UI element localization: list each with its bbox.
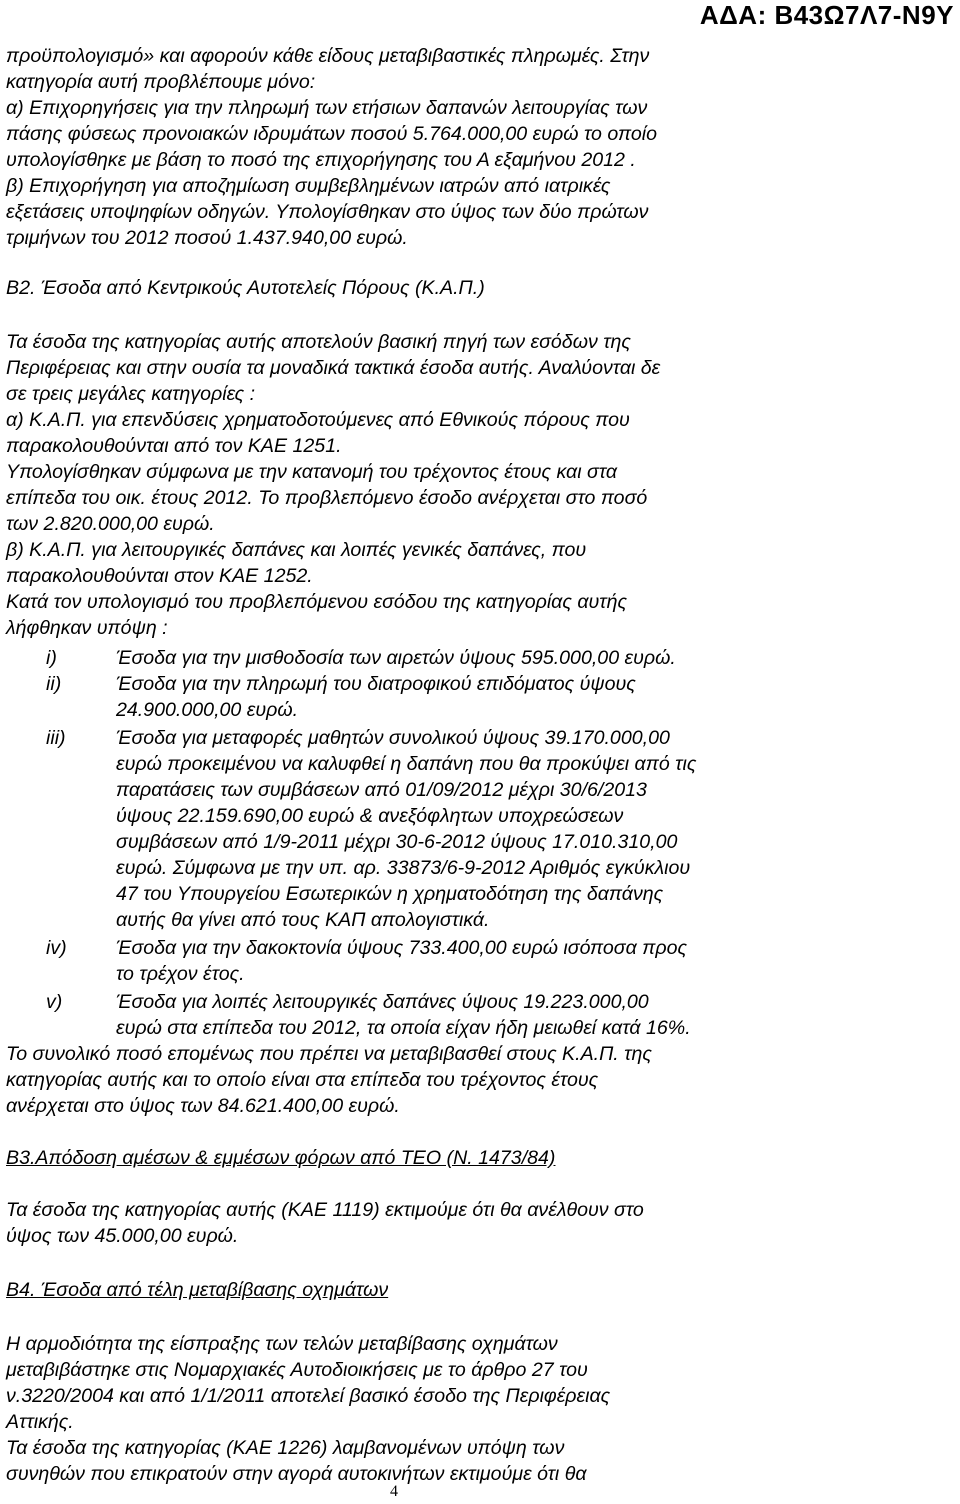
paragraph-line: Τα έσοδα της κατηγορίας αυτής αποτελούν βασική πηγή των εσόδων της <box>6 331 631 353</box>
paragraph-line: Το συνολικό ποσό επομένως που πρέπει να μεταβιβασθεί στους Κ.Α.Π. της <box>6 1043 652 1065</box>
list-item-line: ευρώ. Σύμφωνα με την υπ. αρ. 33873/6-9-2012 Αριθμός εγκύκλιου <box>116 857 691 879</box>
paragraph-line: σε τρεις μεγάλες κατηγορίες : <box>6 383 256 405</box>
list-number: iv) <box>46 937 67 959</box>
intro-line: προϋπολογισμό» και αφορούν κάθε είδους μεταβιβαστικές πληρωμές. Στην <box>6 45 650 67</box>
list-number: iii) <box>46 727 66 749</box>
paragraph-line: Κατά τον υπολογισμό του προβλεπόμενου εσόδου της κατηγορίας αυτής <box>6 591 628 613</box>
intro-line: β) Επιχορήγηση για αποζημίωση συμβεβλημένων ιατρών από ιατρικές <box>6 175 611 197</box>
list-item-line: ύψους 22.159.690,00 ευρώ & ανεξόφλητων υποχρεώσεων <box>116 805 624 827</box>
list-number: ii) <box>46 673 62 695</box>
intro-line: κατηγορία αυτή προβλέπουμε μόνο: <box>6 71 316 93</box>
list-item-line: Έσοδα για λοιπές λειτουργικές δαπάνες ύψους 19.223.000,00 <box>116 991 649 1013</box>
page-number: 4 <box>390 1483 398 1500</box>
paragraph-line: ύψος των 45.000,00 ευρώ. <box>6 1225 239 1247</box>
list-item-line: παρατάσεις των συμβάσεων από 01/09/2012 μέχρι 30/6/2013 <box>116 779 647 801</box>
paragraph-line: ανέρχεται στο ύψος των 84.621.400,00 ευρώ. <box>6 1095 400 1117</box>
list-item-line: το τρέχον έτος. <box>116 963 245 985</box>
paragraph-line: παρακολουθούνται από τον ΚΑΕ 1251. <box>6 435 342 457</box>
paragraph-line: επίπεδα του οικ. έτους 2012. Το προβλεπόμενο έσοδο ανέρχεται στο ποσό <box>6 487 648 509</box>
paragraph-line: λήφθηκαν υπόψη : <box>6 617 168 639</box>
list-item-line: Έσοδα για την μισθοδοσία των αιρετών ύψους 595.000,00 ευρώ. <box>116 647 676 669</box>
paragraph-line: Τα έσοδα της κατηγορίας αυτής (ΚΑΕ 1119) εκτιμούμε ότι θα ανέλθουν στο <box>6 1199 644 1221</box>
paragraph-line: α) Κ.Α.Π. για επενδύσεις χρηματοδοτούμενες από Εθνικούς πόρους που <box>6 409 630 431</box>
intro-line: πάσης φύσεως προνοιακών ιδρυμάτων ποσού 5.764.000,00 ευρώ το οποίο <box>6 123 657 145</box>
paragraph-line: Περιφέρειας και στην ουσία τα μοναδικά τακτικά έσοδα αυτής. Αναλύονται δε <box>6 357 661 379</box>
intro-line: υπολογίσθηκε με βάση το ποσό της επιχορήγησης του Α εξαμήνου 2012 . <box>6 149 636 171</box>
paragraph-line: κατηγορίας αυτής και το οποίο είναι στα επίπεδα του τρέχοντος έτους <box>6 1069 599 1091</box>
list-item-line: Έσοδα για μεταφορές μαθητών συνολικού ύψους 39.170.000,00 <box>116 727 670 749</box>
section-heading-b4: Β4. Έσοδα από τέλη μεταβίβασης οχημάτων <box>6 1279 389 1301</box>
ada-code: ΑΔΑ: Β43Ω7Λ7-Ν9Υ <box>699 0 954 30</box>
paragraph-line: β) Κ.Α.Π. για λειτουργικές δαπάνες και λοιπές γενικές δαπάνες, που <box>6 539 587 561</box>
paragraph-line: των 2.820.000,00 ευρώ. <box>6 513 215 535</box>
list-number: v) <box>46 991 63 1013</box>
paragraph-line: παρακολουθούνται στον ΚΑΕ 1252. <box>6 565 313 587</box>
paragraph-line: Υπολογίσθηκαν σύμφωνα με την κατανομή του τρέχοντος έτους και στα <box>6 461 618 483</box>
intro-line: τριμήνων του 2012 ποσού 1.437.940,00 ευρώ. <box>6 227 408 249</box>
list-item-line: 24.900.000,00 ευρώ. <box>116 699 299 721</box>
intro-line: εξετάσεις υποψηφίων οδηγών. Υπολογίσθηκαν στο ύψος των δύο πρώτων <box>6 201 649 223</box>
list-item-line: 47 του Υπουργείου Εσωτερικών η χρηματοδότηση της δαπάνης <box>116 883 664 905</box>
list-item-line: ευρώ στα επίπεδα του 2012, τα οποία είχαν ήδη μειωθεί κατά 16%. <box>116 1017 691 1039</box>
paragraph-line: ν.3220/2004 και από 1/1/2011 αποτελεί βασικό έσοδο της Περιφέρειας <box>6 1385 611 1407</box>
list-item-line: Έσοδα για την δακοκτονία ύψους 733.400,00 ευρώ ισόποσα προς <box>116 937 687 959</box>
list-item-line: Έσοδα για την πληρωμή του διατροφικού επιδόματος ύψους <box>116 673 636 695</box>
intro-line: α) Επιχορηγήσεις για την πληρωμή των ετήσιων δαπανών λειτουργίας των <box>6 97 648 119</box>
list-item-line: ευρώ προκειμένου να καλυφθεί η δαπάνη που θα προκύψει από τις <box>116 753 697 775</box>
paragraph-line: συνηθών που επικρατούν στην αγορά αυτοκινήτων εκτιμούμε ότι θα <box>6 1463 587 1485</box>
paragraph-line: μεταβιβάστηκε στις Νομαρχιακές Αυτοδιοικήσεις με το άρθρο 27 του <box>6 1359 588 1381</box>
section-heading-b3: Β3.Απόδοση αμέσων & εμμέσων φόρων από ΤΕΟ (Ν. 1473/84) <box>6 1147 556 1169</box>
list-number: i) <box>46 647 57 669</box>
list-item-line: αυτής θα γίνει από τους ΚΑΠ απολογιστικά. <box>116 909 490 931</box>
paragraph-line: Τα έσοδα της κατηγορίας (ΚΑΕ 1226) λαμβανομένων υπόψη των <box>6 1437 565 1459</box>
paragraph-line: Αττικής. <box>6 1411 74 1433</box>
section-heading-b2: Β2. Έσοδα από Κεντρικούς Αυτοτελείς Πόρους (Κ.Α.Π.) <box>6 277 485 299</box>
paragraph-line: Η αρμοδιότητα της είσπραξης των τελών μεταβίβασης οχημάτων <box>6 1333 558 1355</box>
list-item-line: συμβάσεων από 1/9-2011 μέχρι 30-6-2012 ύψους 17.010.310,00 <box>116 831 678 853</box>
